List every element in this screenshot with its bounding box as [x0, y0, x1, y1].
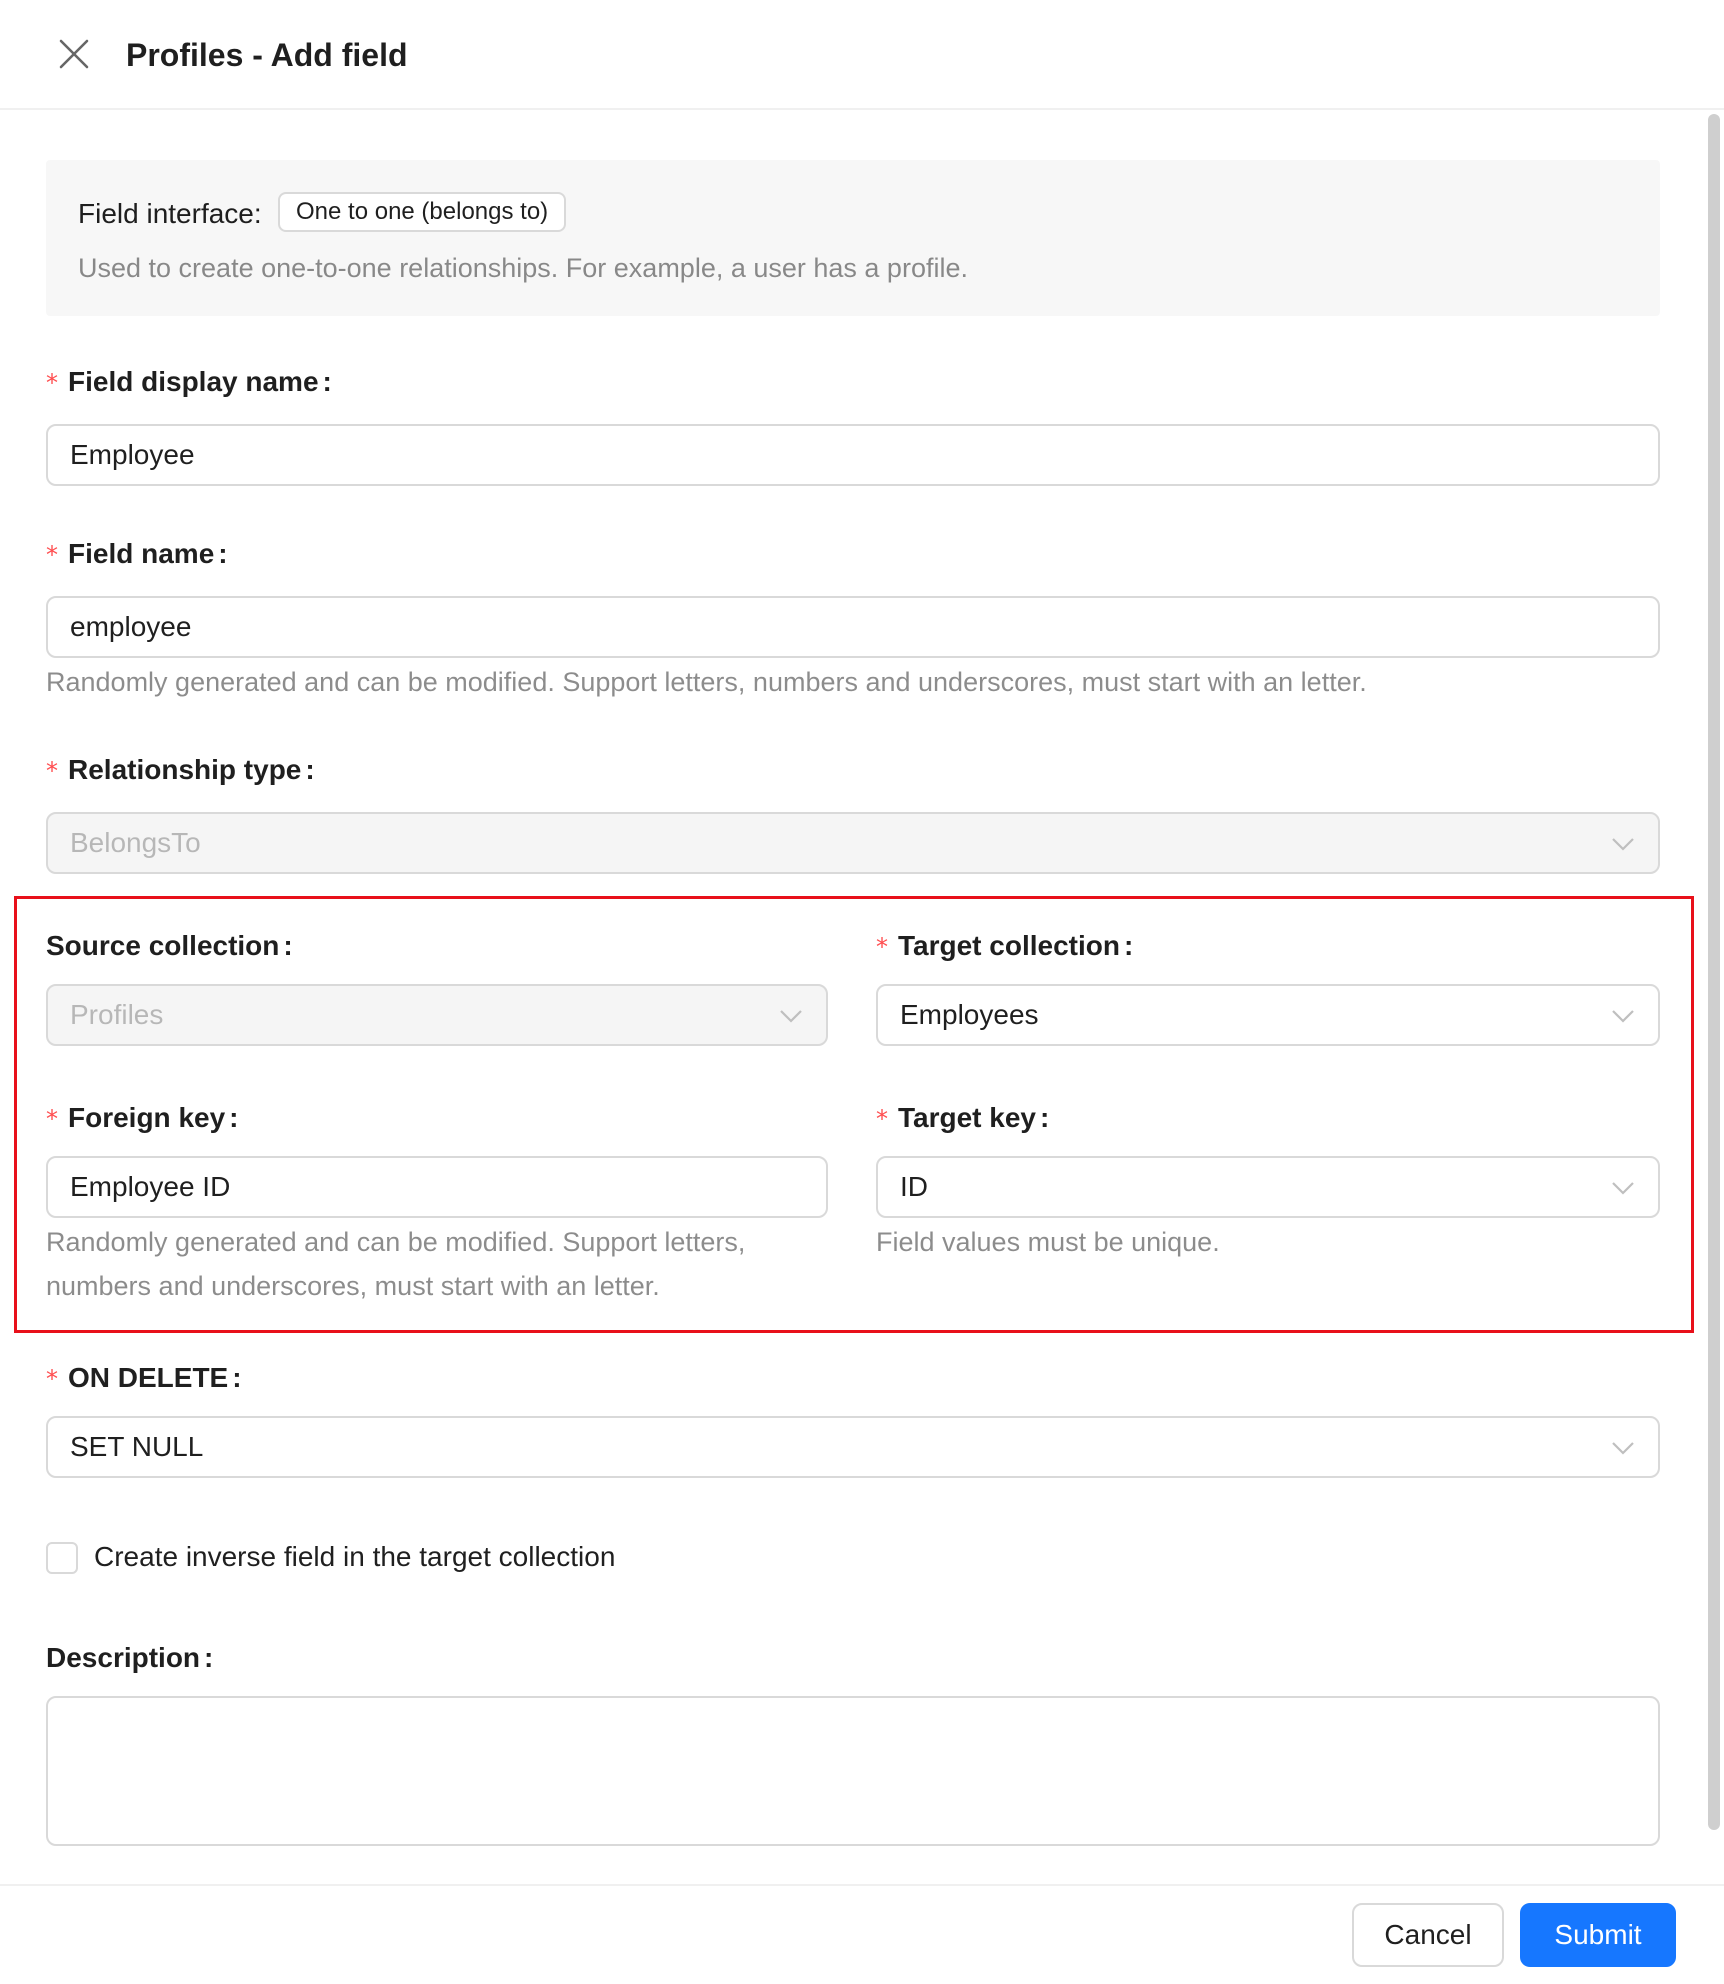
required-mark: *: [46, 757, 58, 785]
field-name-label: [46, 534, 228, 575]
display-name-input[interactable]: [46, 424, 1660, 486]
label-colon: :: [1123, 930, 1134, 961]
field-name-value: employee: [70, 611, 192, 642]
relationship-type-label-text: Relationship type: [68, 754, 302, 785]
required-mark: *: [876, 933, 888, 961]
field-name-help: Randomly generated and can be modified. Support letters, numbers and underscores, must start with an letter.: [46, 667, 1367, 697]
close-icon[interactable]: [56, 36, 92, 72]
label-colon: :: [232, 1362, 242, 1393]
submit-button[interactable]: Submit: [1520, 1903, 1676, 1967]
chevron-down-icon: [778, 1004, 804, 1028]
display-name-value: Employee: [70, 439, 195, 470]
field-name-label-text: Field name: [68, 538, 215, 569]
on-delete-select[interactable]: [46, 1416, 1660, 1478]
label-colon: :: [218, 538, 228, 569]
chevron-down-icon: [1610, 1436, 1636, 1460]
target-key-value: ID: [900, 1171, 928, 1202]
cancel-button[interactable]: Cancel: [1352, 1903, 1504, 1967]
chevron-down-icon: [1610, 1004, 1636, 1028]
label-colon: :: [305, 754, 315, 785]
source-collection-label-text: Source collection: [46, 930, 280, 961]
relationship-type-label: [46, 750, 315, 791]
source-collection-select[interactable]: [46, 984, 828, 1046]
field-interface-box: [46, 160, 1660, 316]
field-interface-description: Used to create one-to-one relationships. For example, a user has a profile.: [78, 253, 968, 283]
target-key-help: Field values must be unique.: [876, 1227, 1220, 1257]
on-delete-label-text: ON DELETE: [68, 1362, 229, 1393]
label-colon: :: [229, 1102, 239, 1133]
target-key-select[interactable]: [876, 1156, 1660, 1218]
description-label: [46, 1638, 213, 1678]
scrollbar-thumb[interactable]: [1708, 114, 1720, 1830]
target-collection-value: Employees: [900, 999, 1039, 1030]
display-name-label: [46, 362, 332, 403]
page-title: Profiles - Add field: [126, 37, 408, 73]
source-collection-value: Profiles: [70, 999, 164, 1030]
foreign-key-label-text: Foreign key: [68, 1102, 226, 1133]
required-mark: *: [46, 541, 58, 569]
label-colon: :: [1040, 1102, 1050, 1133]
foreign-key-label: [46, 1098, 239, 1139]
target-key-label-text: Target key: [898, 1102, 1036, 1133]
target-key-label: [876, 1098, 1049, 1139]
label-colon: :: [322, 366, 332, 397]
required-mark: *: [876, 1105, 888, 1133]
on-delete-value: SET NULL: [70, 1431, 204, 1462]
description-label-text: Description: [46, 1642, 201, 1673]
required-mark: *: [46, 369, 58, 397]
drawer-header: [0, 0, 1724, 110]
target-collection-label-text: Target collection: [898, 930, 1120, 961]
target-collection-select[interactable]: [876, 984, 1660, 1046]
foreign-key-input[interactable]: [46, 1156, 828, 1218]
inverse-field-label[interactable]: Create inverse field in the target collection: [94, 1541, 616, 1572]
label-colon: :: [283, 930, 293, 961]
relationship-type-value: BelongsTo: [70, 827, 201, 858]
description-textarea[interactable]: [46, 1696, 1660, 1846]
foreign-key-help-line2: numbers and underscores, must start with an letter.: [46, 1271, 660, 1301]
foreign-key-value: Employee ID: [70, 1171, 231, 1202]
on-delete-label: [46, 1358, 242, 1399]
field-interface-label: Field interface:: [78, 198, 262, 229]
foreign-key-help-line1: Randomly generated and can be modified. Support letters,: [46, 1227, 746, 1257]
required-mark: *: [46, 1105, 58, 1133]
label-colon: :: [204, 1642, 214, 1673]
chevron-down-icon: [1610, 832, 1636, 856]
relationship-type-select[interactable]: [46, 812, 1660, 874]
chevron-down-icon: [1610, 1176, 1636, 1200]
display-name-label-text: Field display name: [68, 366, 319, 397]
field-interface-tag: One to one (belongs to): [278, 192, 566, 232]
field-name-input[interactable]: [46, 596, 1660, 658]
source-collection-label: [46, 926, 293, 966]
required-mark: *: [46, 1365, 58, 1393]
inverse-field-checkbox[interactable]: [46, 1542, 78, 1574]
target-collection-label: [876, 926, 1133, 967]
